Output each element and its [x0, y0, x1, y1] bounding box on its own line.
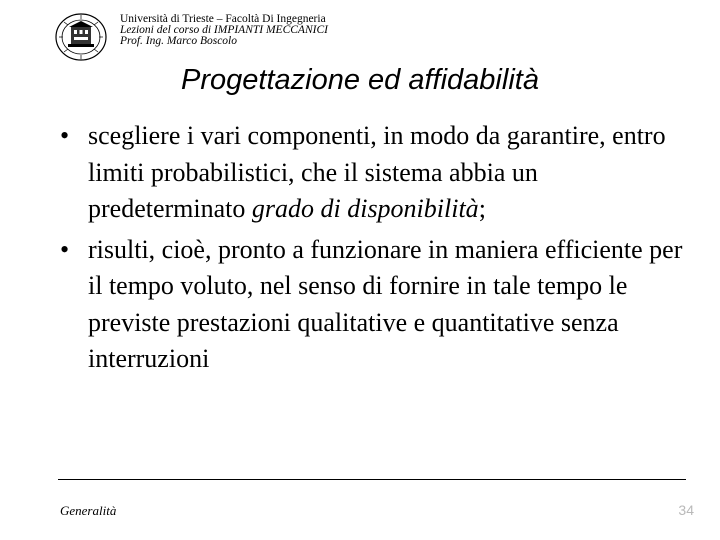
bullet-symbol: •: [60, 234, 70, 264]
footer-divider: [58, 479, 686, 480]
professor-line: Prof. Ing. Marco Boscolo: [120, 35, 238, 47]
bullet-punctuation: ;: [478, 194, 486, 223]
page-number: 34: [678, 502, 694, 518]
university-line: Università di Trieste – Facoltà Di Ingegneria: [120, 13, 326, 25]
university-seal-icon: [54, 12, 108, 62]
bullet-text: scegliere i vari componenti, in modo da garantire, entro limiti probabilistici, che il sistema abbia un predeterminato: [88, 121, 666, 223]
bullet-emphasis: grado di disponibilità: [251, 194, 479, 223]
bullet-text: risulti, cioè, pronto a funzionare in maniera efficiente per il tempo voluto, nel senso di fornire in tale tempo le previste prestazioni qualitative e quantitative senza interruzioni: [88, 234, 683, 373]
course-header: [120, 14, 328, 47]
bullet-symbol: •: [60, 121, 70, 150]
bullet-list: [58, 118, 698, 382]
bullet-item: [58, 232, 698, 378]
footer-section: Generalità: [60, 503, 117, 518]
course-line: Lezioni del corso di IMPIANTI MECCANICI: [120, 24, 328, 36]
bullet-item: [58, 118, 698, 228]
slide-title: Progettazione ed affidabilità: [181, 64, 539, 96]
